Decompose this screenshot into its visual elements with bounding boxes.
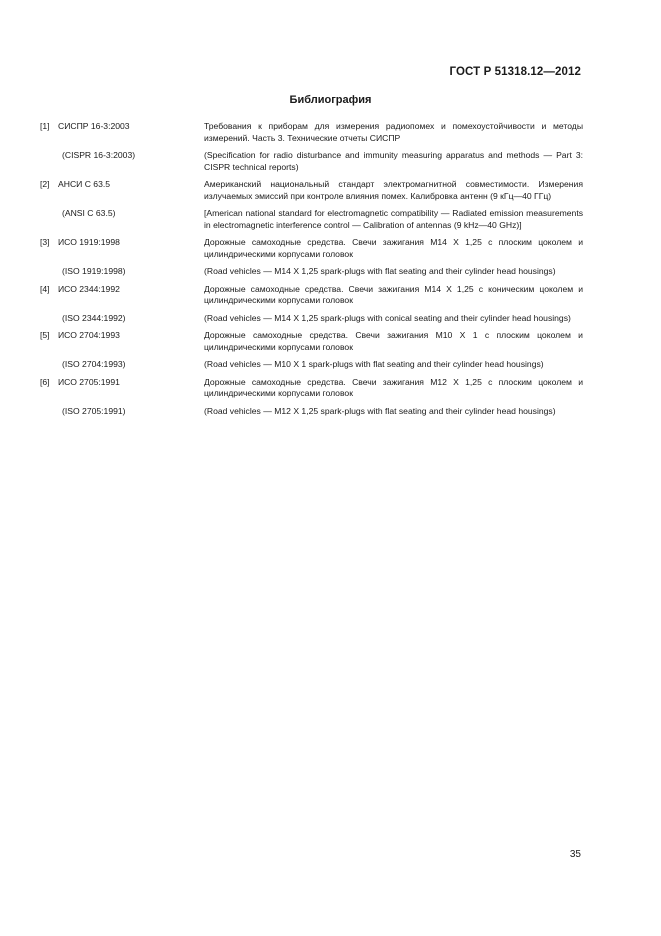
entry-reference bbox=[40, 284, 204, 296]
entry-code: ИСО 2704:1993 bbox=[58, 330, 120, 340]
bibliography-entry-original bbox=[40, 359, 583, 371]
entry-code: ИСО 2344:1992 bbox=[58, 283, 120, 294]
bibliography-entry bbox=[40, 179, 583, 202]
bibliography-entry-original bbox=[40, 313, 583, 325]
entry-number: [1] bbox=[40, 121, 50, 131]
entry-original-code: (CISPR 16-3:2003) bbox=[62, 150, 136, 160]
bibliography-entry bbox=[40, 330, 583, 353]
entry-text: Дорожные самоходные средства. Свечи зажигания М14 X 1,25 с коническим цоколем и цилиндрическими корпусами головок bbox=[204, 283, 583, 305]
entry-original-text: (Road vehicles — M12 X 1,25 spark-plugs with flat seating and their cylinder head housings) bbox=[204, 405, 556, 416]
entry-number: [3] bbox=[40, 237, 50, 247]
entry-number: [4] bbox=[40, 283, 50, 294]
entry-text: Дорожные самоходные средства. Свечи зажигания М12 X 1,25 с плоским цоколем и цилиндрическими корпусами головок bbox=[204, 376, 583, 398]
entry-original-text: [American national standard for electromagnetic compatibility — Radiated emission measurements in electromagnetic interference control — Calibration of antennas (9 kHz—40 GHz)] bbox=[204, 208, 583, 230]
entry-original-text: (Road vehicles — M14 X 1,25 spark-plugs with flat seating and their cylinder head housings) bbox=[204, 266, 556, 276]
entry-number: [2] bbox=[40, 179, 50, 189]
entry-text: Требования к приборам для измерения радиопомех и помехоустойчивости и методы измерений. Часть 3. Технические отчеты СИСПР bbox=[204, 121, 583, 143]
entry-number: [5] bbox=[40, 330, 50, 340]
page-number: 35 bbox=[569, 849, 581, 860]
bibliography-entry bbox=[40, 237, 583, 260]
bibliography-entry-original bbox=[40, 266, 583, 278]
entry-original-code: (ISO 2704:1993) bbox=[62, 359, 126, 369]
entry-code: ИСО 2705:1991 bbox=[58, 376, 120, 387]
entry-original-text: (Specification for radio disturbance and immunity measuring apparatus and methods — Part 3: CISPR technical reports) bbox=[204, 150, 583, 172]
entry-code: АНСИ С 63.5 bbox=[58, 179, 111, 189]
page-title: Библиография bbox=[289, 94, 372, 106]
entry-original-text: (Road vehicles — M14 X 1,25 spark-plugs with conical seating and their cylinder head housings) bbox=[204, 312, 571, 323]
bibliography-entry-original bbox=[40, 150, 583, 173]
entry-text: Дорожные самоходные средства. Свечи зажигания М14 X 1,25 с плоским цоколем и цилиндрическими корпусами головок bbox=[204, 237, 583, 259]
document-code: ГОСТ Р 51318.12—2012 bbox=[449, 66, 581, 78]
bibliography-entry bbox=[40, 284, 583, 307]
entry-number: [6] bbox=[40, 376, 50, 387]
bibliography-entry-original bbox=[40, 406, 583, 418]
bibliography-entry bbox=[40, 121, 583, 144]
entry-original-text: (Road vehicles — M10 X 1 spark-plugs with flat seating and their cylinder head housings) bbox=[204, 359, 544, 369]
entry-reference bbox=[40, 237, 204, 249]
entry-original-code: (ISO 1919:1998) bbox=[62, 266, 126, 276]
entry-original-code: (ISO 2705:1991) bbox=[62, 405, 126, 416]
entry-code: ИСО 1919:1998 bbox=[58, 237, 120, 247]
entry-reference bbox=[40, 121, 204, 133]
bibliography-list bbox=[40, 121, 583, 423]
bibliography-entry-original bbox=[40, 208, 583, 231]
entry-reference bbox=[40, 179, 204, 191]
entry-code: СИСПР 16-3:2003 bbox=[58, 121, 130, 131]
bibliography-entry bbox=[40, 377, 583, 400]
entry-reference bbox=[40, 377, 204, 389]
entry-original-code: (ISO 2344:1992) bbox=[62, 312, 126, 323]
entry-text: Американский национальный стандарт электромагнитной совместимости. Измерения излучаемых эмиссий при контроле влияния помех. Калибровка антенн (9 кГц—40 ГГц) bbox=[204, 179, 583, 201]
entry-original-code: (ANSI C 63.5) bbox=[62, 208, 116, 218]
entry-reference bbox=[40, 330, 204, 342]
entry-text: Дорожные самоходные средства. Свечи зажигания М10 X 1 с плоским цоколем и цилиндрическими корпусами головок bbox=[204, 330, 583, 352]
